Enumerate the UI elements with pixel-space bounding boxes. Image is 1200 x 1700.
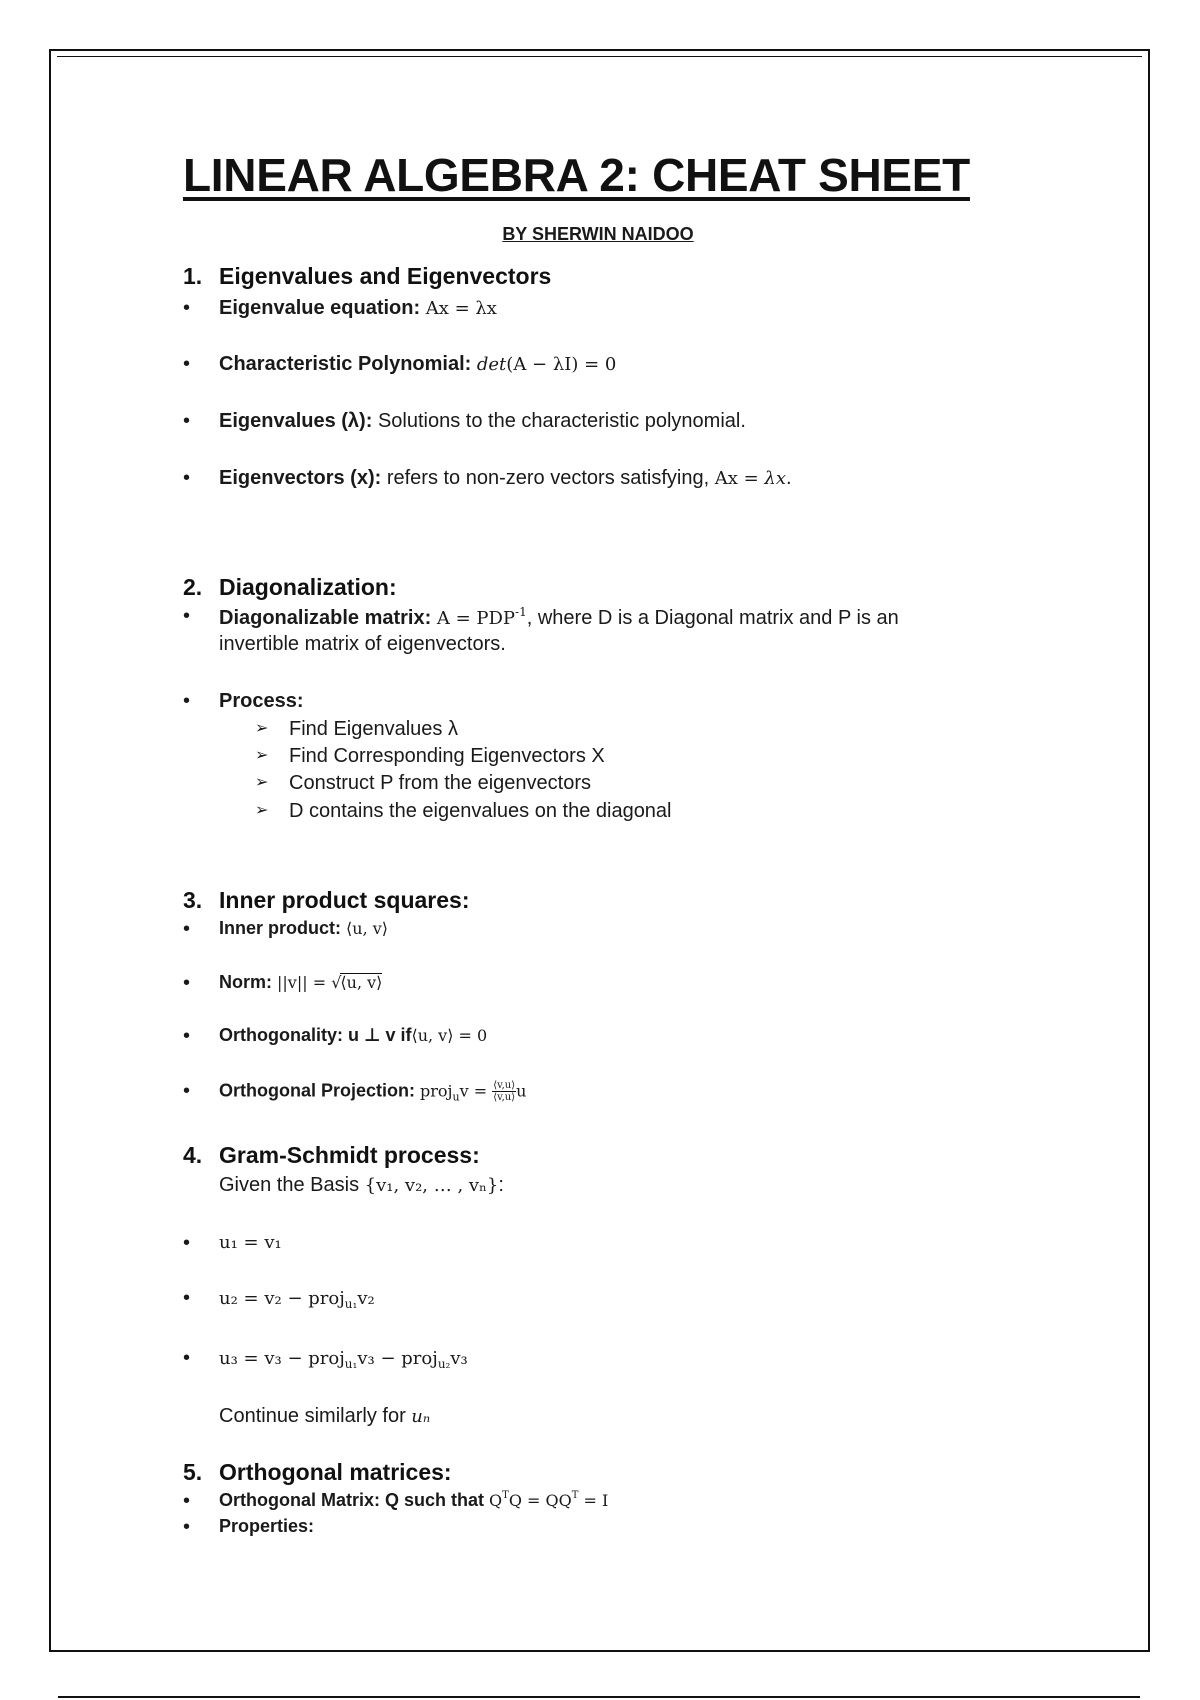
math: (A − λI) = 0: [506, 354, 617, 375]
math: {v₁, v₂, … , vₙ}: [364, 1175, 499, 1196]
math: A = PDP: [436, 608, 516, 629]
math: ⟨u, v⟩: [346, 919, 389, 938]
section-number: 2.: [183, 574, 203, 600]
math: Ax =: [714, 468, 765, 489]
math: v₃: [450, 1348, 468, 1369]
fraction-numerator: ⟨v,u⟩: [493, 1080, 516, 1091]
page-title: LINEAR ALGEBRA 2: CHEAT SHEET: [183, 149, 970, 201]
bullet: •: [183, 1347, 191, 1369]
math: λx: [764, 468, 786, 489]
item-label: Process:: [219, 690, 304, 712]
intro-text: :: [498, 1174, 504, 1196]
item-label: Diagonalizable matrix:: [219, 607, 432, 629]
item-label: Eigenvalue equation:: [219, 297, 421, 319]
bullet: •: [183, 605, 191, 627]
item-text: , where D is a Diagonal matrix and P is an: [526, 607, 899, 629]
arrow-bullet-icon: ➢: [255, 720, 269, 737]
item-label: Norm:: [219, 972, 272, 992]
math: ⟨u, v⟩ = 0: [411, 1026, 488, 1045]
math: det: [476, 354, 507, 375]
gram-schmidt-intro: [219, 1174, 504, 1197]
step-text: D contains the eigenvalues on the diagonal: [289, 800, 672, 822]
math: u: [516, 1081, 527, 1101]
item-text: refers to non-zero vectors satisfying,: [381, 467, 715, 489]
bullet: •: [183, 918, 191, 940]
item-label: Inner product:: [219, 918, 341, 938]
bullet: •: [183, 1025, 191, 1047]
math: Q = QQ: [508, 1491, 572, 1510]
math: uₙ: [411, 1406, 431, 1427]
arrow-bullet-icon: ➢: [255, 802, 269, 819]
math: u₃ = v₃ − proj: [219, 1348, 345, 1369]
math: Ax = λx: [425, 298, 497, 319]
math-superscript: T: [571, 1490, 579, 1501]
bullet: •: [183, 972, 191, 994]
math-subscript: u₁: [344, 1357, 358, 1371]
item-label: Orthogonal Matrix: Q such that: [219, 1490, 485, 1510]
section-number: 5.: [183, 1459, 203, 1485]
math-superscript: T: [502, 1490, 509, 1501]
item-label: Orthogonality: u ⊥ v if: [219, 1025, 412, 1045]
step-text: Find Corresponding Eigenvectors X: [289, 745, 605, 767]
fraction-denominator: ⟨v,u⟩: [493, 1092, 516, 1103]
math: ⟨u, v⟩: [340, 973, 383, 992]
step-text: Construct P from the eigenvectors: [289, 772, 591, 794]
bullet: •: [183, 1080, 191, 1102]
arrow-bullet-icon: ➢: [255, 774, 269, 791]
item-label: Eigenvalues (λ):: [219, 410, 373, 432]
bullet: •: [183, 1490, 191, 1512]
math: v₂: [357, 1288, 375, 1309]
math: ||v|| = √: [277, 973, 342, 992]
math-subscript: u: [452, 1090, 460, 1104]
author-line: BY SHERWIN NAIDOO: [502, 224, 694, 244]
math-subscript: u₁: [344, 1297, 358, 1311]
section-title: Gram-Schmidt process:: [219, 1142, 480, 1168]
math: proj: [420, 1081, 453, 1101]
diagonalizable-matrix-line2: invertible matrix of eigenvectors.: [219, 633, 506, 655]
section-2-heading: [183, 574, 397, 601]
section-number: 4.: [183, 1142, 203, 1168]
math-subscript: u₂: [437, 1357, 451, 1371]
math: = I: [578, 1491, 609, 1510]
math: v =: [459, 1081, 493, 1101]
section-number: 3.: [183, 887, 203, 913]
section-title: Eigenvalues and Eigenvectors: [219, 263, 552, 289]
math: v₃ − proj: [357, 1348, 438, 1369]
section-title: Inner product squares:: [219, 887, 470, 913]
bullet: •: [183, 410, 191, 432]
bottom-rule: [58, 1696, 1140, 1698]
item-label: Characteristic Polynomial:: [219, 353, 472, 375]
step-text: Find Eigenvalues λ: [289, 718, 458, 740]
math-superscript: -1: [515, 605, 527, 619]
continue-text: Continue similarly for: [219, 1405, 412, 1427]
bullet: •: [183, 297, 191, 319]
section-5-heading: [183, 1459, 452, 1486]
math: u₂ = v₂ − proj: [219, 1288, 345, 1309]
section-3-heading: [183, 887, 469, 914]
intro-text: Given the Basis: [219, 1174, 365, 1196]
gram-schmidt-continue: [219, 1405, 430, 1428]
bullet: •: [183, 1516, 191, 1538]
math: u₁ = v₁: [219, 1232, 282, 1253]
arrow-bullet-icon: ➢: [255, 747, 269, 764]
section-number: 1.: [183, 263, 203, 289]
item-label: Eigenvectors (x):: [219, 467, 382, 489]
item-text: Solutions to the characteristic polynomial.: [372, 410, 746, 432]
section-1-heading: [183, 263, 551, 290]
bullet: •: [183, 690, 191, 712]
bullet: •: [183, 467, 191, 489]
item-label: Properties:: [219, 1516, 315, 1536]
bullet: •: [183, 353, 191, 375]
item-text: .: [785, 467, 792, 489]
projection-fraction: [492, 1080, 516, 1103]
section-title: Orthogonal matrices:: [219, 1459, 452, 1485]
item-label: Orthogonal Projection:: [219, 1080, 415, 1101]
section-4-heading: [183, 1142, 480, 1169]
math: Q: [489, 1491, 503, 1510]
border-inner-line: [57, 56, 1142, 57]
section-title: Diagonalization:: [219, 574, 397, 600]
bullet: •: [183, 1232, 191, 1254]
bullet: •: [183, 1287, 191, 1309]
